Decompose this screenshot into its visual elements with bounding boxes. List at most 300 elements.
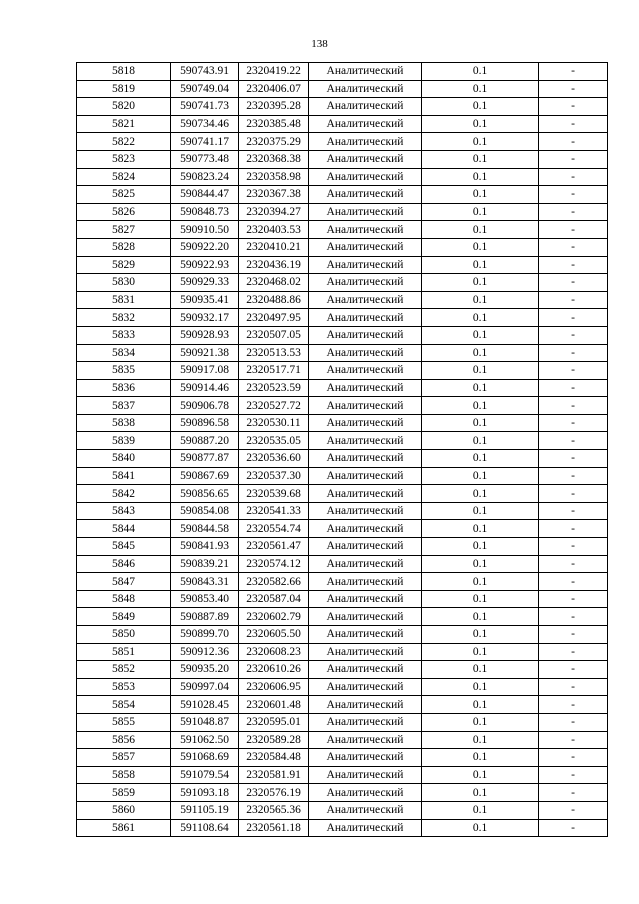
y-coordinate-cell: 2320513.53 bbox=[239, 344, 309, 362]
accuracy-cell: 0.1 bbox=[422, 344, 539, 362]
table-row bbox=[77, 80, 608, 98]
accuracy-cell: 0.1 bbox=[422, 538, 539, 556]
note-cell: - bbox=[539, 414, 608, 432]
note-cell: - bbox=[539, 168, 608, 186]
point-number-cell: 5855 bbox=[77, 713, 171, 731]
y-coordinate-cell: 2320554.74 bbox=[239, 520, 309, 538]
accuracy-cell: 0.1 bbox=[422, 256, 539, 274]
method-cell: Аналитический bbox=[309, 150, 422, 168]
table-row bbox=[77, 309, 608, 327]
x-coordinate-cell: 590843.31 bbox=[171, 573, 239, 591]
note-cell: - bbox=[539, 608, 608, 626]
table-row bbox=[77, 274, 608, 292]
method-cell: Аналитический bbox=[309, 766, 422, 784]
method-cell: Аналитический bbox=[309, 186, 422, 204]
table-row bbox=[77, 133, 608, 151]
note-cell: - bbox=[539, 467, 608, 485]
note-cell: - bbox=[539, 573, 608, 591]
point-number-cell: 5856 bbox=[77, 731, 171, 749]
accuracy-cell: 0.1 bbox=[422, 150, 539, 168]
x-coordinate-cell: 590844.58 bbox=[171, 520, 239, 538]
method-cell: Аналитический bbox=[309, 63, 422, 81]
table-row bbox=[77, 414, 608, 432]
accuracy-cell: 0.1 bbox=[422, 661, 539, 679]
x-coordinate-cell: 590749.04 bbox=[171, 80, 239, 98]
point-number-cell: 5830 bbox=[77, 274, 171, 292]
method-cell: Аналитический bbox=[309, 502, 422, 520]
table-row bbox=[77, 450, 608, 468]
note-cell: - bbox=[539, 643, 608, 661]
note-cell: - bbox=[539, 555, 608, 573]
accuracy-cell: 0.1 bbox=[422, 608, 539, 626]
x-coordinate-cell: 590854.08 bbox=[171, 502, 239, 520]
table-row bbox=[77, 520, 608, 538]
accuracy-cell: 0.1 bbox=[422, 696, 539, 714]
point-number-cell: 5824 bbox=[77, 168, 171, 186]
method-cell: Аналитический bbox=[309, 238, 422, 256]
x-coordinate-cell: 591108.64 bbox=[171, 819, 239, 837]
table-row bbox=[77, 98, 608, 116]
point-number-cell: 5831 bbox=[77, 291, 171, 309]
accuracy-cell: 0.1 bbox=[422, 626, 539, 644]
y-coordinate-cell: 2320535.05 bbox=[239, 432, 309, 450]
accuracy-cell: 0.1 bbox=[422, 731, 539, 749]
method-cell: Аналитический bbox=[309, 326, 422, 344]
table-row bbox=[77, 643, 608, 661]
note-cell: - bbox=[539, 221, 608, 239]
note-cell: - bbox=[539, 309, 608, 327]
note-cell: - bbox=[539, 801, 608, 819]
method-cell: Аналитический bbox=[309, 590, 422, 608]
y-coordinate-cell: 2320468.02 bbox=[239, 274, 309, 292]
table-row bbox=[77, 731, 608, 749]
x-coordinate-cell: 591093.18 bbox=[171, 784, 239, 802]
x-coordinate-cell: 590917.08 bbox=[171, 362, 239, 380]
x-coordinate-cell: 590922.93 bbox=[171, 256, 239, 274]
note-cell: - bbox=[539, 203, 608, 221]
x-coordinate-cell: 590743.91 bbox=[171, 63, 239, 81]
table-row bbox=[77, 291, 608, 309]
y-coordinate-cell: 2320358.98 bbox=[239, 168, 309, 186]
x-coordinate-cell: 590928.93 bbox=[171, 326, 239, 344]
point-number-cell: 5840 bbox=[77, 450, 171, 468]
point-number-cell: 5861 bbox=[77, 819, 171, 837]
method-cell: Аналитический bbox=[309, 168, 422, 186]
x-coordinate-cell: 590734.46 bbox=[171, 115, 239, 133]
note-cell: - bbox=[539, 590, 608, 608]
method-cell: Аналитический bbox=[309, 256, 422, 274]
point-number-cell: 5839 bbox=[77, 432, 171, 450]
table-row bbox=[77, 362, 608, 380]
table-row bbox=[77, 485, 608, 503]
table-row bbox=[77, 397, 608, 415]
method-cell: Аналитический bbox=[309, 713, 422, 731]
y-coordinate-cell: 2320394.27 bbox=[239, 203, 309, 221]
method-cell: Аналитический bbox=[309, 749, 422, 767]
x-coordinate-cell: 590910.50 bbox=[171, 221, 239, 239]
y-coordinate-cell: 2320527.72 bbox=[239, 397, 309, 415]
table-row bbox=[77, 63, 608, 81]
accuracy-cell: 0.1 bbox=[422, 573, 539, 591]
x-coordinate-cell: 590896.58 bbox=[171, 414, 239, 432]
method-cell: Аналитический bbox=[309, 432, 422, 450]
x-coordinate-cell: 590741.17 bbox=[171, 133, 239, 151]
note-cell: - bbox=[539, 80, 608, 98]
y-coordinate-cell: 2320367.38 bbox=[239, 186, 309, 204]
table-row bbox=[77, 713, 608, 731]
x-coordinate-cell: 590906.78 bbox=[171, 397, 239, 415]
accuracy-cell: 0.1 bbox=[422, 63, 539, 81]
x-coordinate-cell: 590921.38 bbox=[171, 344, 239, 362]
note-cell: - bbox=[539, 784, 608, 802]
table-row bbox=[77, 221, 608, 239]
method-cell: Аналитический bbox=[309, 520, 422, 538]
x-coordinate-cell: 590929.33 bbox=[171, 274, 239, 292]
x-coordinate-cell: 590867.69 bbox=[171, 467, 239, 485]
note-cell: - bbox=[539, 538, 608, 556]
y-coordinate-cell: 2320406.07 bbox=[239, 80, 309, 98]
method-cell: Аналитический bbox=[309, 80, 422, 98]
method-cell: Аналитический bbox=[309, 450, 422, 468]
table-row bbox=[77, 432, 608, 450]
note-cell: - bbox=[539, 749, 608, 767]
note-cell: - bbox=[539, 379, 608, 397]
y-coordinate-cell: 2320536.60 bbox=[239, 450, 309, 468]
y-coordinate-cell: 2320602.79 bbox=[239, 608, 309, 626]
method-cell: Аналитический bbox=[309, 661, 422, 679]
method-cell: Аналитический bbox=[309, 555, 422, 573]
page-number: 138 bbox=[311, 38, 328, 50]
note-cell: - bbox=[539, 63, 608, 81]
note-cell: - bbox=[539, 344, 608, 362]
accuracy-cell: 0.1 bbox=[422, 397, 539, 415]
note-cell: - bbox=[539, 678, 608, 696]
point-number-cell: 5825 bbox=[77, 186, 171, 204]
x-coordinate-cell: 590839.21 bbox=[171, 555, 239, 573]
coordinates-table bbox=[76, 62, 608, 837]
y-coordinate-cell: 2320608.23 bbox=[239, 643, 309, 661]
x-coordinate-cell: 590932.17 bbox=[171, 309, 239, 327]
y-coordinate-cell: 2320605.50 bbox=[239, 626, 309, 644]
table-row bbox=[77, 467, 608, 485]
method-cell: Аналитический bbox=[309, 98, 422, 116]
y-coordinate-cell: 2320497.95 bbox=[239, 309, 309, 327]
method-cell: Аналитический bbox=[309, 784, 422, 802]
point-number-cell: 5850 bbox=[77, 626, 171, 644]
y-coordinate-cell: 2320582.66 bbox=[239, 573, 309, 591]
method-cell: Аналитический bbox=[309, 626, 422, 644]
accuracy-cell: 0.1 bbox=[422, 133, 539, 151]
y-coordinate-cell: 2320539.68 bbox=[239, 485, 309, 503]
y-coordinate-cell: 2320610.26 bbox=[239, 661, 309, 679]
table-row bbox=[77, 379, 608, 397]
point-number-cell: 5853 bbox=[77, 678, 171, 696]
note-cell: - bbox=[539, 362, 608, 380]
note-cell: - bbox=[539, 520, 608, 538]
x-coordinate-cell: 590935.41 bbox=[171, 291, 239, 309]
table-row bbox=[77, 801, 608, 819]
point-number-cell: 5841 bbox=[77, 467, 171, 485]
x-coordinate-cell: 590773.48 bbox=[171, 150, 239, 168]
point-number-cell: 5847 bbox=[77, 573, 171, 591]
x-coordinate-cell: 590914.46 bbox=[171, 379, 239, 397]
method-cell: Аналитический bbox=[309, 643, 422, 661]
method-cell: Аналитический bbox=[309, 696, 422, 714]
method-cell: Аналитический bbox=[309, 801, 422, 819]
table-row bbox=[77, 256, 608, 274]
accuracy-cell: 0.1 bbox=[422, 414, 539, 432]
x-coordinate-cell: 590877.87 bbox=[171, 450, 239, 468]
coordinates-table-body bbox=[77, 63, 608, 837]
table-row bbox=[77, 608, 608, 626]
table-row bbox=[77, 590, 608, 608]
point-number-cell: 5845 bbox=[77, 538, 171, 556]
point-number-cell: 5860 bbox=[77, 801, 171, 819]
point-number-cell: 5827 bbox=[77, 221, 171, 239]
point-number-cell: 5832 bbox=[77, 309, 171, 327]
note-cell: - bbox=[539, 186, 608, 204]
point-number-cell: 5857 bbox=[77, 749, 171, 767]
note-cell: - bbox=[539, 274, 608, 292]
x-coordinate-cell: 591079.54 bbox=[171, 766, 239, 784]
point-number-cell: 5842 bbox=[77, 485, 171, 503]
table-row bbox=[77, 696, 608, 714]
y-coordinate-cell: 2320368.38 bbox=[239, 150, 309, 168]
point-number-cell: 5826 bbox=[77, 203, 171, 221]
x-coordinate-cell: 590922.20 bbox=[171, 238, 239, 256]
note-cell: - bbox=[539, 731, 608, 749]
accuracy-cell: 0.1 bbox=[422, 326, 539, 344]
y-coordinate-cell: 2320561.47 bbox=[239, 538, 309, 556]
accuracy-cell: 0.1 bbox=[422, 203, 539, 221]
method-cell: Аналитический bbox=[309, 397, 422, 415]
method-cell: Аналитический bbox=[309, 115, 422, 133]
x-coordinate-cell: 590848.73 bbox=[171, 203, 239, 221]
method-cell: Аналитический bbox=[309, 819, 422, 837]
y-coordinate-cell: 2320584.48 bbox=[239, 749, 309, 767]
accuracy-cell: 0.1 bbox=[422, 485, 539, 503]
table-row bbox=[77, 661, 608, 679]
accuracy-cell: 0.1 bbox=[422, 819, 539, 837]
y-coordinate-cell: 2320517.71 bbox=[239, 362, 309, 380]
point-number-cell: 5835 bbox=[77, 362, 171, 380]
method-cell: Аналитический bbox=[309, 414, 422, 432]
point-number-cell: 5846 bbox=[77, 555, 171, 573]
accuracy-cell: 0.1 bbox=[422, 238, 539, 256]
point-number-cell: 5834 bbox=[77, 344, 171, 362]
y-coordinate-cell: 2320574.12 bbox=[239, 555, 309, 573]
point-number-cell: 5838 bbox=[77, 414, 171, 432]
table-row bbox=[77, 203, 608, 221]
point-number-cell: 5828 bbox=[77, 238, 171, 256]
note-cell: - bbox=[539, 626, 608, 644]
note-cell: - bbox=[539, 661, 608, 679]
method-cell: Аналитический bbox=[309, 485, 422, 503]
point-number-cell: 5843 bbox=[77, 502, 171, 520]
note-cell: - bbox=[539, 291, 608, 309]
table-row bbox=[77, 168, 608, 186]
x-coordinate-cell: 590887.89 bbox=[171, 608, 239, 626]
note-cell: - bbox=[539, 98, 608, 116]
table-row bbox=[77, 502, 608, 520]
accuracy-cell: 0.1 bbox=[422, 274, 539, 292]
accuracy-cell: 0.1 bbox=[422, 784, 539, 802]
method-cell: Аналитический bbox=[309, 608, 422, 626]
accuracy-cell: 0.1 bbox=[422, 80, 539, 98]
accuracy-cell: 0.1 bbox=[422, 502, 539, 520]
accuracy-cell: 0.1 bbox=[422, 186, 539, 204]
note-cell: - bbox=[539, 238, 608, 256]
point-number-cell: 5849 bbox=[77, 608, 171, 626]
method-cell: Аналитический bbox=[309, 538, 422, 556]
point-number-cell: 5820 bbox=[77, 98, 171, 116]
note-cell: - bbox=[539, 485, 608, 503]
accuracy-cell: 0.1 bbox=[422, 309, 539, 327]
accuracy-cell: 0.1 bbox=[422, 520, 539, 538]
note-cell: - bbox=[539, 502, 608, 520]
x-coordinate-cell: 591068.69 bbox=[171, 749, 239, 767]
y-coordinate-cell: 2320436.19 bbox=[239, 256, 309, 274]
point-number-cell: 5848 bbox=[77, 590, 171, 608]
point-number-cell: 5844 bbox=[77, 520, 171, 538]
accuracy-cell: 0.1 bbox=[422, 467, 539, 485]
accuracy-cell: 0.1 bbox=[422, 713, 539, 731]
method-cell: Аналитический bbox=[309, 344, 422, 362]
point-number-cell: 5852 bbox=[77, 661, 171, 679]
y-coordinate-cell: 2320375.29 bbox=[239, 133, 309, 151]
note-cell: - bbox=[539, 115, 608, 133]
x-coordinate-cell: 590844.47 bbox=[171, 186, 239, 204]
accuracy-cell: 0.1 bbox=[422, 221, 539, 239]
table-row bbox=[77, 749, 608, 767]
y-coordinate-cell: 2320488.86 bbox=[239, 291, 309, 309]
table-row bbox=[77, 819, 608, 837]
method-cell: Аналитический bbox=[309, 291, 422, 309]
point-number-cell: 5821 bbox=[77, 115, 171, 133]
note-cell: - bbox=[539, 713, 608, 731]
accuracy-cell: 0.1 bbox=[422, 450, 539, 468]
x-coordinate-cell: 591048.87 bbox=[171, 713, 239, 731]
y-coordinate-cell: 2320410.21 bbox=[239, 238, 309, 256]
y-coordinate-cell: 2320561.18 bbox=[239, 819, 309, 837]
table-row bbox=[77, 573, 608, 591]
y-coordinate-cell: 2320507.05 bbox=[239, 326, 309, 344]
point-number-cell: 5851 bbox=[77, 643, 171, 661]
method-cell: Аналитический bbox=[309, 203, 422, 221]
y-coordinate-cell: 2320523.59 bbox=[239, 379, 309, 397]
table-row bbox=[77, 784, 608, 802]
table-row bbox=[77, 115, 608, 133]
table-row bbox=[77, 626, 608, 644]
note-cell: - bbox=[539, 133, 608, 151]
note-cell: - bbox=[539, 326, 608, 344]
point-number-cell: 5858 bbox=[77, 766, 171, 784]
accuracy-cell: 0.1 bbox=[422, 98, 539, 116]
y-coordinate-cell: 2320395.28 bbox=[239, 98, 309, 116]
accuracy-cell: 0.1 bbox=[422, 590, 539, 608]
note-cell: - bbox=[539, 256, 608, 274]
note-cell: - bbox=[539, 432, 608, 450]
method-cell: Аналитический bbox=[309, 221, 422, 239]
accuracy-cell: 0.1 bbox=[422, 432, 539, 450]
accuracy-cell: 0.1 bbox=[422, 115, 539, 133]
y-coordinate-cell: 2320403.53 bbox=[239, 221, 309, 239]
table-row bbox=[77, 150, 608, 168]
note-cell: - bbox=[539, 397, 608, 415]
method-cell: Аналитический bbox=[309, 379, 422, 397]
x-coordinate-cell: 590853.40 bbox=[171, 590, 239, 608]
point-number-cell: 5819 bbox=[77, 80, 171, 98]
x-coordinate-cell: 590997.04 bbox=[171, 678, 239, 696]
y-coordinate-cell: 2320537.30 bbox=[239, 467, 309, 485]
y-coordinate-cell: 2320565.36 bbox=[239, 801, 309, 819]
point-number-cell: 5859 bbox=[77, 784, 171, 802]
x-coordinate-cell: 590741.73 bbox=[171, 98, 239, 116]
method-cell: Аналитический bbox=[309, 678, 422, 696]
point-number-cell: 5823 bbox=[77, 150, 171, 168]
y-coordinate-cell: 2320576.19 bbox=[239, 784, 309, 802]
y-coordinate-cell: 2320581.91 bbox=[239, 766, 309, 784]
method-cell: Аналитический bbox=[309, 467, 422, 485]
table-row bbox=[77, 555, 608, 573]
point-number-cell: 5836 bbox=[77, 379, 171, 397]
x-coordinate-cell: 590935.20 bbox=[171, 661, 239, 679]
point-number-cell: 5818 bbox=[77, 63, 171, 81]
table-row bbox=[77, 238, 608, 256]
y-coordinate-cell: 2320595.01 bbox=[239, 713, 309, 731]
accuracy-cell: 0.1 bbox=[422, 555, 539, 573]
method-cell: Аналитический bbox=[309, 133, 422, 151]
x-coordinate-cell: 591062.50 bbox=[171, 731, 239, 749]
x-coordinate-cell: 590912.36 bbox=[171, 643, 239, 661]
y-coordinate-cell: 2320606.95 bbox=[239, 678, 309, 696]
accuracy-cell: 0.1 bbox=[422, 379, 539, 397]
note-cell: - bbox=[539, 766, 608, 784]
x-coordinate-cell: 590823.24 bbox=[171, 168, 239, 186]
note-cell: - bbox=[539, 819, 608, 837]
table-row bbox=[77, 538, 608, 556]
method-cell: Аналитический bbox=[309, 731, 422, 749]
method-cell: Аналитический bbox=[309, 274, 422, 292]
table-row bbox=[77, 326, 608, 344]
method-cell: Аналитический bbox=[309, 309, 422, 327]
note-cell: - bbox=[539, 696, 608, 714]
accuracy-cell: 0.1 bbox=[422, 643, 539, 661]
point-number-cell: 5822 bbox=[77, 133, 171, 151]
table-row bbox=[77, 766, 608, 784]
y-coordinate-cell: 2320541.33 bbox=[239, 502, 309, 520]
note-cell: - bbox=[539, 150, 608, 168]
point-number-cell: 5854 bbox=[77, 696, 171, 714]
accuracy-cell: 0.1 bbox=[422, 291, 539, 309]
accuracy-cell: 0.1 bbox=[422, 766, 539, 784]
point-number-cell: 5829 bbox=[77, 256, 171, 274]
x-coordinate-cell: 590887.20 bbox=[171, 432, 239, 450]
x-coordinate-cell: 590841.93 bbox=[171, 538, 239, 556]
y-coordinate-cell: 2320601.48 bbox=[239, 696, 309, 714]
x-coordinate-cell: 590856.65 bbox=[171, 485, 239, 503]
x-coordinate-cell: 590899.70 bbox=[171, 626, 239, 644]
accuracy-cell: 0.1 bbox=[422, 678, 539, 696]
point-number-cell: 5837 bbox=[77, 397, 171, 415]
x-coordinate-cell: 591105.19 bbox=[171, 801, 239, 819]
method-cell: Аналитический bbox=[309, 362, 422, 380]
y-coordinate-cell: 2320530.11 bbox=[239, 414, 309, 432]
accuracy-cell: 0.1 bbox=[422, 168, 539, 186]
accuracy-cell: 0.1 bbox=[422, 362, 539, 380]
table-row bbox=[77, 344, 608, 362]
y-coordinate-cell: 2320589.28 bbox=[239, 731, 309, 749]
